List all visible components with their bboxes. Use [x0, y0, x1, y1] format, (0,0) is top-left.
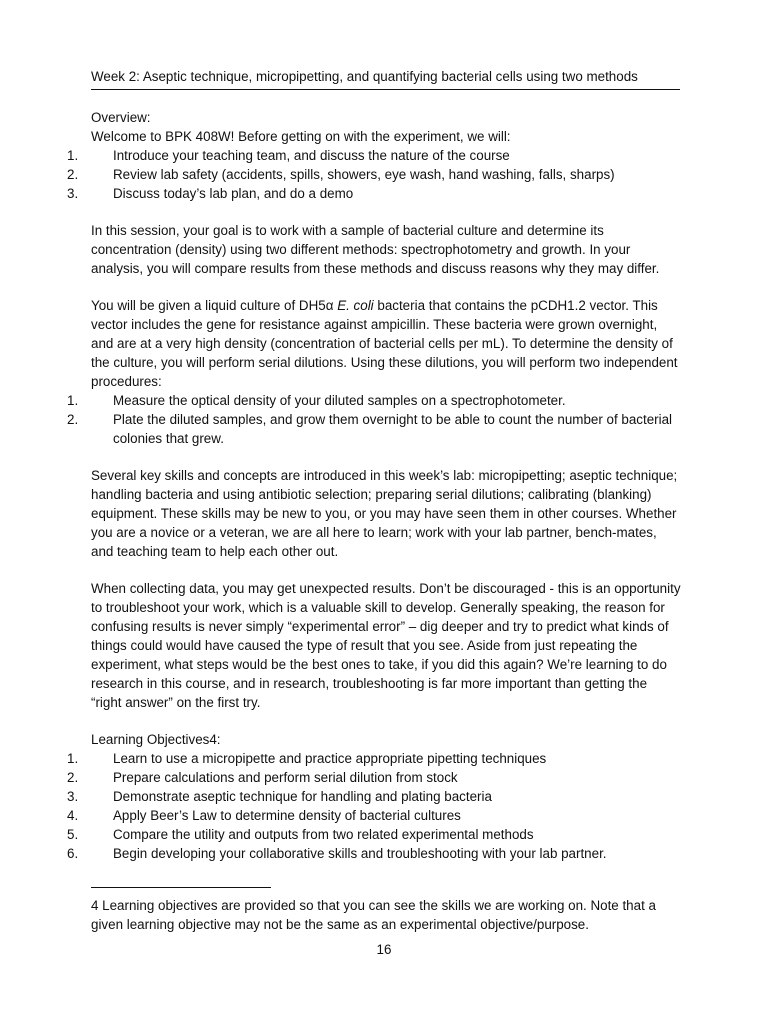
objectives-heading: Learning Objectives4: [91, 732, 221, 747]
footnote-divider [91, 887, 271, 888]
list-item [67, 146, 681, 165]
list-number: 1. [67, 148, 79, 163]
list-item [67, 825, 681, 844]
list-item [67, 165, 681, 184]
objectives-list [67, 749, 681, 863]
procedure-list [67, 391, 681, 448]
species-name: E. coli [337, 298, 374, 313]
list-text: Measure the optical density of your diluted samples on a spectrophotometer. [113, 393, 566, 408]
page-content [67, 108, 681, 934]
overview-list [67, 146, 681, 203]
list-number: 1. [67, 393, 79, 408]
list-number: 2. [67, 167, 79, 182]
culture-text-end: bacteria that contains the pCDH1.2 vector. This vector includes the gene for resistance against ampicillin. These bacteria were grown overnight, and are at a very high density (concentration of bacterial cells per mL). To determine the density of the culture, you will perform serial dilutions. Using these dilutions, you will perform two independent procedures: [91, 298, 678, 389]
list-item [67, 184, 681, 203]
page-title: Week 2: Aseptic technique, micropipetting, and quantifying bacterial cells using two methods [91, 68, 680, 90]
list-text: Introduce your teaching team, and discuss the nature of the course [113, 148, 510, 163]
list-item [67, 806, 681, 825]
list-number: 4. [67, 808, 79, 823]
list-text: Plate the diluted samples, and grow them overnight to be able to count the number of bacterial colonies that grew. [113, 412, 673, 446]
culture-text-start: You will be given a liquid culture of DH5α [91, 298, 338, 313]
overview-intro: Welcome to BPK 408W! Before getting on with the experiment, we will: [91, 129, 511, 144]
list-text: Apply Beer’s Law to determine density of bacterial cultures [113, 808, 461, 823]
skills-paragraph: Several key skills and concepts are introduced in this week’s lab: micropipetting; aseptic technique; handling bacteria and using antibiotic selection; preparing serial dilutions; calibrating (blanking) equipment. These skills may be new to you, or you may have seen them in other courses. Whether you are a novice or a veteran, we are all here to learn; work with your lab partner, bench-mates, and teaching team to help each other out. [91, 468, 678, 559]
list-number: 2. [67, 412, 79, 427]
page-number: 16 [376, 942, 392, 957]
list-item [67, 391, 681, 410]
overview-heading: Overview: [91, 110, 151, 125]
list-number: 2. [67, 770, 79, 785]
data-collection-paragraph: When collecting data, you may get unexpected results. Don’t be discouraged - this is an opportunity to troubleshoot your work, which is a valuable skill to develop. Generally speaking, the reason for confusing results is never simply “experimental error” – dig deeper and try to predict what kinds of things could would have caused the type of result that you see. Aside from just repeating the experiment, what steps would be the best ones to take, if you did this again? We’re learning to do research in this course, and in research, troubleshooting is far more important than getting the “right answer” on the first try. [91, 581, 681, 710]
list-item [67, 787, 681, 806]
list-text: Review lab safety (accidents, spills, showers, eye wash, hand washing, falls, sharps) [113, 167, 615, 182]
culture-paragraph [91, 296, 681, 391]
list-number: 3. [67, 186, 79, 201]
list-text: Compare the utility and outputs from two related experimental methods [113, 827, 534, 842]
list-number: 6. [67, 846, 79, 861]
list-number: 3. [67, 789, 79, 804]
list-number: 1. [67, 751, 79, 766]
list-text: Demonstrate aseptic technique for handling and plating bacteria [113, 789, 492, 804]
list-text: Learn to use a micropipette and practice appropriate pipetting techniques [113, 751, 547, 766]
session-paragraph: In this session, your goal is to work with a sample of bacterial culture and determine its concentration (density) using two different methods: spectrophotometry and growth. In your analysis, you will compare results from these methods and discuss reasons why they may differ. [91, 223, 660, 276]
list-text: Discuss today’s lab plan, and do a demo [113, 186, 354, 201]
list-number: 5. [67, 827, 79, 842]
list-text: Begin developing your collaborative skills and troubleshooting with your lab partner. [113, 846, 607, 861]
list-item [67, 844, 681, 863]
footnote: 4 Learning objectives are provided so that you can see the skills we are working on. Note that a given learning objective may not be the same as an experimental objective/purpose. [91, 898, 656, 932]
list-item [67, 410, 681, 448]
list-text: Prepare calculations and perform serial dilution from stock [113, 770, 458, 785]
list-item [67, 768, 681, 787]
list-item [67, 749, 681, 768]
